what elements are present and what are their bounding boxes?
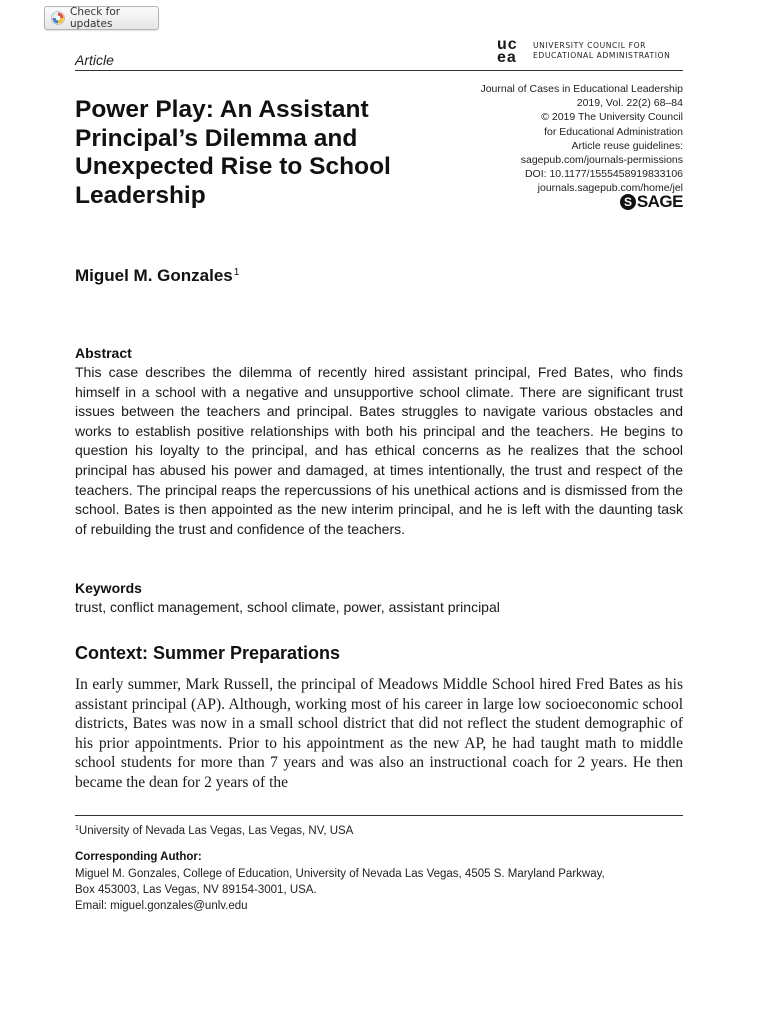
journal-homepage-link[interactable]: journals.sagepub.com/home/jel [537,182,683,195]
header-divider [75,70,683,71]
keywords-heading: Keywords [75,580,142,596]
author-affiliation-marker: 1 [233,267,240,278]
ucea-logo [497,38,670,64]
section-body-text: In early summer, Mark Russell, the principal of Meadows Middle School hired Fred Bates as his assistant principal (AP). Although, working most of his career in large low socioeconomic school districts, Bates was now in a small school district that did not reflect the student demographic of his prior appointments. Prior to his appointment as the new AP, he had taught math to middle school students for more than 7 years and was also an instructional coach for 2 years. He then became the dean for 2 years of the [75,676,683,791]
ucea-logo-mark: uc ea [497,36,518,66]
check-for-updates-label: Check for updates [70,6,121,30]
corresponding-email[interactable]: Email: miguel.gonzales@unlv.edu [75,900,248,912]
abstract-heading: Abstract [75,345,132,361]
sage-logo [620,192,683,212]
affiliation-text: University of Nevada Las Vegas, Las Vegas, NV, USA [78,825,354,837]
sage-logo-mark: S [620,194,636,210]
journal-volume: 2019, Vol. 22(2) 68–84 [576,97,683,110]
article-type-label: Article [75,52,114,68]
paper-title: Power Play: An Assistant Principal’s Dilemma and Unexpected Rise to School Leadership [75,96,391,209]
keywords-text: trust, conflict management, school climate, power, assistant principal [75,599,500,615]
abstract-text: This case describes the dilemma of recently hired assistant principal, Fred Bates, who finds himself in a school with a negative and unsupportive school climate. There are significant trust issues between the teachers and principal. Bates struggles to navigate various obstacles and works to establish positive relationships with both his principal and the teachers. He begins to question his loyalty to the principal, and has ethical concerns as he realizes that the school principal has abused his power and damaged, at times intentionally, the trust and respect of the teachers. The principal reaps the repercussions of his unethical actions and is dismissed from the school. Bates is then appointed as the new interim principal, and he is left with the daunting task of rebuilding the trust and confidence of the teachers. [75,364,683,537]
affiliation-footnote [75,825,353,837]
ucea-logo-line-2: EDUCATIONAL ADMINISTRATION [533,51,671,60]
ucea-logo-text [533,41,670,61]
check-for-updates-button[interactable] [44,6,159,30]
footnote-divider [75,815,683,816]
section-heading: Context: Summer Preparations [75,643,341,663]
copyright-line-2: for Educational Administration [544,125,683,138]
author-line [75,266,239,286]
ucea-logo-line-1: UNIVERSITY COUNCIL FOR [533,41,647,50]
crossmark-update-icon [51,11,65,25]
journal-name: Journal of Cases in Educational Leadership [480,83,683,95]
corresponding-address-line-2: Box 453003, Las Vegas, NV 89154-3001, USA. [75,884,317,896]
corresponding-author-details [75,866,683,914]
journal-info-block [443,82,683,196]
permissions-link[interactable]: sagepub.com/journals-permissions [520,154,683,167]
corresponding-address-line-1: Miguel M. Gonzales, College of Education, University of Nevada Las Vegas, 4505 S. Maryland Parkway, [75,868,605,880]
copyright-line-1: © 2019 The University Council [541,111,683,124]
author-name: Miguel M. Gonzales [75,266,233,285]
affiliation-marker: 1 [75,825,79,832]
sage-logo-text: SAGE [636,192,683,211]
reuse-guidelines-label: Article reuse guidelines: [571,139,683,152]
corresponding-author-heading: Corresponding Author: [75,851,202,863]
doi-link[interactable]: DOI: 10.1177/1555458919833106 [524,168,683,181]
